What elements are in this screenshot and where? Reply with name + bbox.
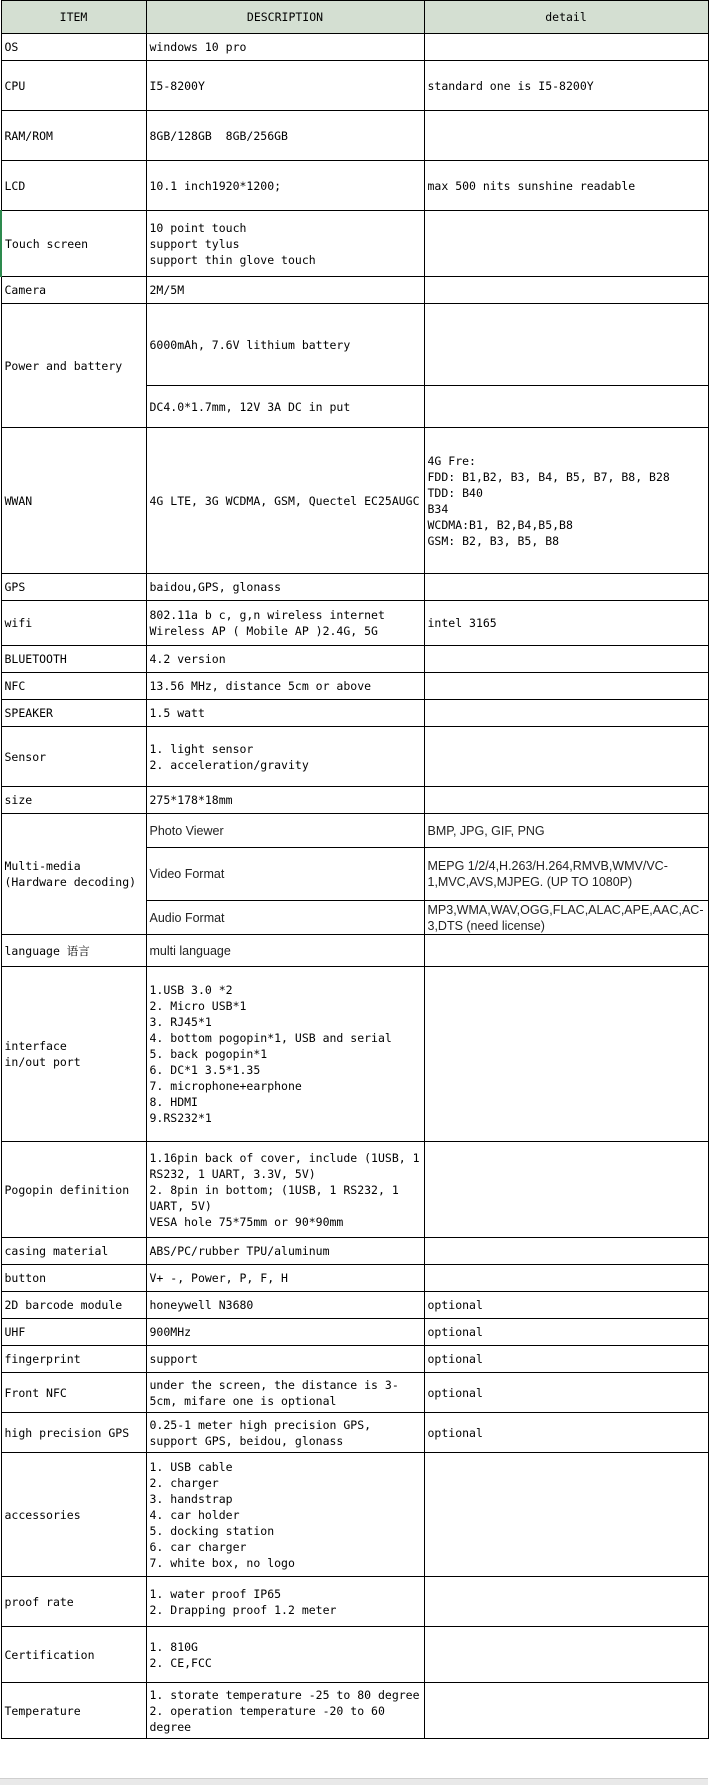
description-cell[interactable]: 4.2 version: [146, 646, 424, 673]
description-cell[interactable]: 802.11a b c, g,n wireless internet Wireless AP ( Mobile AP )2.4G, 5G: [146, 601, 424, 646]
detail-cell[interactable]: 4G Fre: FDD: B1,B2, B3, B4, B5, B7, B8, B28 TDD: B40 B34 WCDMA:B1, B2,B4,B5,B8 GSM: B2, B3, B5, B8: [424, 428, 708, 574]
table-row: [1, 935, 708, 967]
header-detail[interactable]: detail: [424, 1, 708, 34]
header-description[interactable]: DESCRIPTION: [146, 1, 424, 34]
table-row: [1, 1683, 708, 1739]
description-cell[interactable]: 1.16pin back of cover, include (1USB, 1 RS232, 1 UART, 3.3V, 5V) 2. 8pin in bottom; (1USB, 1 RS232, 1 UART, 5V) VESA hole 75*75mm or 90*90mm: [146, 1142, 424, 1238]
description-cell[interactable]: V+ -, Power, P, F, H: [146, 1265, 424, 1292]
table-row: [1, 161, 708, 211]
description-cell[interactable]: support: [146, 1346, 424, 1373]
table-row: [1, 967, 708, 1142]
table-row: [1, 1413, 708, 1453]
description-cell[interactable]: 1. 810G 2. CE,FCC: [146, 1627, 424, 1683]
item-cell[interactable]: Front NFC: [1, 1373, 146, 1413]
table-row: [1, 1142, 708, 1238]
detail-cell[interactable]: MP3,WMA,WAV,OGG,FLAC,ALAC,APE,AAC,AC-3,DTS (need license): [424, 901, 708, 935]
detail-cell[interactable]: [424, 700, 708, 727]
detail-cell[interactable]: [424, 211, 708, 277]
description-cell[interactable]: Photo Viewer: [146, 814, 424, 848]
description-cell[interactable]: Audio Format: [146, 901, 424, 935]
sheet-bottom-strip: [0, 1778, 708, 1785]
table-row: [1, 111, 708, 161]
detail-cell[interactable]: optional: [424, 1413, 708, 1453]
table-row: [1, 211, 708, 277]
item-cell[interactable]: accessories: [1, 1453, 146, 1577]
item-cell[interactable]: proof rate: [1, 1577, 146, 1627]
table-row: [1, 1238, 708, 1265]
detail-cell[interactable]: optional: [424, 1373, 708, 1413]
item-cell-selected[interactable]: Touch screen: [1, 211, 146, 277]
item-cell[interactable]: OS: [1, 34, 146, 61]
description-cell[interactable]: 900MHz: [146, 1319, 424, 1346]
item-cell[interactable]: Power and battery: [1, 304, 146, 428]
description-cell[interactable]: DC4.0*1.7mm, 12V 3A DC in put: [146, 386, 424, 428]
detail-cell[interactable]: [424, 34, 708, 61]
description-cell[interactable]: 13.56 MHz, distance 5cm or above: [146, 673, 424, 700]
detail-cell[interactable]: [424, 1265, 708, 1292]
item-cell[interactable]: Temperature: [1, 1683, 146, 1739]
table-row: [1, 814, 708, 848]
description-cell[interactable]: 1. light sensor 2. acceleration/gravity: [146, 727, 424, 787]
detail-cell[interactable]: [424, 935, 708, 967]
table-row: [1, 601, 708, 646]
detail-cell[interactable]: MEPG 1/2/4,H.263/H.264,RMVB,WMV/VC-1,MVC,AVS,MJPEG. (UP TO 1080P): [424, 848, 708, 901]
table-row: [1, 428, 708, 574]
table-row: [1, 34, 708, 61]
table-row: [1, 277, 708, 304]
item-cell[interactable]: LCD: [1, 161, 146, 211]
table-row: [1, 61, 708, 111]
detail-cell[interactable]: [424, 1683, 708, 1739]
item-cell[interactable]: interface in/out port: [1, 967, 146, 1142]
item-cell[interactable]: UHF: [1, 1319, 146, 1346]
description-cell[interactable]: 1. storate temperature -25 to 80 degree 2. operation temperature -20 to 60 degree: [146, 1683, 424, 1739]
item-cell[interactable]: language 语言: [1, 935, 146, 967]
item-cell[interactable]: 2D barcode module: [1, 1292, 146, 1319]
description-cell[interactable]: windows 10 pro: [146, 34, 424, 61]
description-cell[interactable]: 1. water proof IP65 2. Drapping proof 1.2 meter: [146, 1577, 424, 1627]
detail-cell[interactable]: [424, 1453, 708, 1577]
table-row: [1, 574, 708, 601]
description-cell[interactable]: 10 point touch support tylus support thin glove touch: [146, 211, 424, 277]
item-cell[interactable]: Multi-media (Hardware decoding): [1, 814, 146, 935]
detail-cell[interactable]: [424, 277, 708, 304]
table-row: [1, 646, 708, 673]
item-cell[interactable]: Camera: [1, 277, 146, 304]
detail-cell[interactable]: BMP, JPG, GIF, PNG: [424, 814, 708, 848]
table-row: [1, 1292, 708, 1319]
item-cell[interactable]: wifi: [1, 601, 146, 646]
detail-cell[interactable]: [424, 1142, 708, 1238]
description-cell[interactable]: ABS/PC/rubber TPU/aluminum: [146, 1238, 424, 1265]
detail-cell[interactable]: intel 3165: [424, 601, 708, 646]
table-row: [1, 1265, 708, 1292]
description-cell[interactable]: baidou,GPS, glonass: [146, 574, 424, 601]
table-row: [1, 1373, 708, 1413]
detail-cell[interactable]: [424, 386, 708, 428]
detail-cell[interactable]: [424, 1577, 708, 1627]
description-cell[interactable]: 1.5 watt: [146, 700, 424, 727]
detail-cell[interactable]: optional: [424, 1346, 708, 1373]
header-row: [1, 1, 708, 34]
item-cell[interactable]: SPEAKER: [1, 700, 146, 727]
description-cell[interactable]: 0.25-1 meter high precision GPS, support GPS, beidou, glonass: [146, 1413, 424, 1453]
detail-cell[interactable]: max 500 nits sunshine readable: [424, 161, 708, 211]
detail-cell[interactable]: [424, 304, 708, 386]
item-cell[interactable]: Pogopin definition: [1, 1142, 146, 1238]
item-cell[interactable]: fingerprint: [1, 1346, 146, 1373]
item-cell[interactable]: Certification: [1, 1627, 146, 1683]
table-row: [1, 1346, 708, 1373]
item-cell[interactable]: NFC: [1, 673, 146, 700]
header-item[interactable]: ITEM: [1, 1, 146, 34]
detail-cell[interactable]: [424, 574, 708, 601]
description-cell[interactable]: multi language: [146, 935, 424, 967]
description-cell[interactable]: 4G LTE, 3G WCDMA, GSM, Quectel EC25AUGC: [146, 428, 424, 574]
item-cell[interactable]: casing material: [1, 1238, 146, 1265]
item-cell[interactable]: RAM/ROM: [1, 111, 146, 161]
table-row: [1, 304, 708, 386]
item-cell[interactable]: Sensor: [1, 727, 146, 787]
item-cell[interactable]: GPS: [1, 574, 146, 601]
item-cell[interactable]: BLUETOOTH: [1, 646, 146, 673]
description-cell[interactable]: 1. USB cable 2. charger 3. handstrap 4. car holder 5. docking station 6. car charger 7. white box, no logo: [146, 1453, 424, 1577]
detail-cell[interactable]: [424, 967, 708, 1142]
description-cell[interactable]: 275*178*18mm: [146, 787, 424, 814]
detail-cell[interactable]: [424, 787, 708, 814]
description-cell[interactable]: honeywell N3680: [146, 1292, 424, 1319]
description-cell[interactable]: 1.USB 3.0 *2 2. Micro USB*1 3. RJ45*1 4. bottom pogopin*1, USB and serial 5. back pogopin*1 6. DC*1 3.5*1.35 7. microphone+earphone 8. HDMI 9.RS232*1: [146, 967, 424, 1142]
detail-cell[interactable]: optional: [424, 1292, 708, 1319]
table-row: [1, 700, 708, 727]
description-cell[interactable]: I5-8200Y: [146, 61, 424, 111]
detail-cell[interactable]: [424, 673, 708, 700]
item-cell[interactable]: high precision GPS: [1, 1413, 146, 1453]
table-row: [1, 1453, 708, 1577]
table-row: [1, 727, 708, 787]
table-row: [1, 1319, 708, 1346]
item-cell[interactable]: CPU: [1, 61, 146, 111]
table-row: [1, 787, 708, 814]
table-row: [1, 1627, 708, 1683]
table-row: [1, 673, 708, 700]
detail-cell[interactable]: [424, 646, 708, 673]
item-cell[interactable]: WWAN: [1, 428, 146, 574]
detail-cell[interactable]: [424, 727, 708, 787]
description-cell[interactable]: 2M/5M: [146, 277, 424, 304]
item-cell[interactable]: size: [1, 787, 146, 814]
detail-cell[interactable]: [424, 1627, 708, 1683]
description-cell[interactable]: Video Format: [146, 848, 424, 901]
detail-cell[interactable]: standard one is I5-8200Y: [424, 61, 708, 111]
description-cell[interactable]: 8GB/128GB 8GB/256GB: [146, 111, 424, 161]
description-cell[interactable]: under the screen, the distance is 3-5cm, mifare one is optional: [146, 1373, 424, 1413]
description-cell[interactable]: 10.1 inch1920*1200;: [146, 161, 424, 211]
description-cell[interactable]: 6000mAh, 7.6V lithium battery: [146, 304, 424, 386]
item-cell[interactable]: button: [1, 1265, 146, 1292]
table-row: [1, 1577, 708, 1627]
detail-cell[interactable]: [424, 1238, 708, 1265]
detail-cell[interactable]: optional: [424, 1319, 708, 1346]
detail-cell[interactable]: [424, 111, 708, 161]
